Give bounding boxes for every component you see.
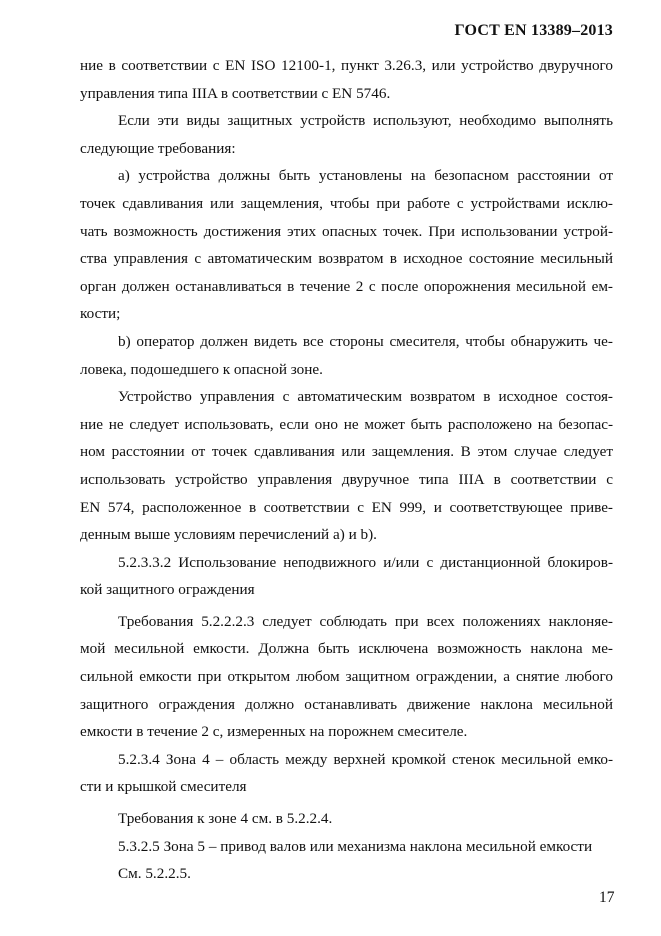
text-line: чать возможность достижения этих опасных точек. При использовании устрой- [80, 222, 613, 240]
text-line: защитного ограждения должно останавливать движение наклона месильной [80, 695, 613, 713]
text-line: кости; [80, 305, 121, 323]
paragraph [80, 608, 613, 746]
paragraph [80, 383, 613, 549]
paragraph [80, 328, 613, 383]
text-line: 5.3.2.5 Зона 5 – привод валов или механизма наклона месильной емкости [118, 837, 593, 855]
text-line: управления типа IIIA в соответствии с EN 5746. [80, 84, 391, 102]
text-line: кой защитного ограждения [80, 581, 255, 599]
text-line: ние в соответствии с EN ISO 12100-1, пункт 3.26.3, или устройство двуручного [80, 57, 613, 74]
page-body [80, 52, 613, 888]
section-heading [80, 746, 613, 801]
text-line: орган должен останавливаться в течение 2 с после опорожнения месильной ем- [80, 277, 613, 295]
page-number: 17 [599, 889, 615, 906]
section-heading [80, 549, 613, 604]
text-line: денным выше условиям перечислений а) и b). [80, 526, 377, 544]
text-line: емкости в течение 2 с, измеренных на порожнем смесителе. [80, 723, 468, 741]
text-line: мой месильной емкости. Должна быть исключена возможность наклона ме- [80, 640, 613, 658]
text-line: использовать устройство управления двуручное типа IIIA в соответствии с [80, 470, 613, 488]
text-line: ловека, подошедшего к опасной зоне. [80, 360, 323, 378]
text-line: См. 5.2.2.5. [118, 865, 191, 883]
section-heading [80, 833, 613, 861]
text-line: 5.2.3.3.2 Использование неподвижного и/или с дистанционной блокиров- [118, 553, 613, 571]
paragraph [80, 162, 613, 328]
text-line: Устройство управления с автоматическим возвратом в исходное состоя- [118, 388, 613, 406]
text-line: ние не следует использовать, если оно не может быть расположено на безопас- [80, 415, 613, 433]
text-line: сильной емкости при открытом любом защитном ограждении, а снятие любого [80, 668, 613, 686]
text-line: точек сдавливания или защемления, чтобы при работе с устройствами исклю- [80, 194, 613, 212]
paragraph [80, 805, 613, 833]
text-line: сти и крышкой смесителя [80, 778, 247, 796]
text-line: Если эти виды защитных устройств используют, необходимо выполнять [118, 112, 613, 130]
paragraph [80, 52, 613, 107]
text-line: ства управления с автоматическим возвратом в исходное состояние месильный [80, 250, 613, 268]
paragraph [80, 860, 613, 888]
text-line: следующие требования: [80, 139, 236, 157]
text-line: Требования 5.2.2.2.3 следует соблюдать при всех положениях наклоняе- [118, 612, 613, 630]
text-line: Требования к зоне 4 см. в 5.2.2.4. [118, 810, 333, 828]
text-line: 5.2.3.4 Зона 4 – область между верхней кромкой стенок месильной емко- [118, 750, 613, 768]
text-line: EN 574, расположенное в соответствии с EN 999, и соответствующее приве- [80, 498, 613, 516]
text-line: b) оператор должен видеть все стороны смесителя, чтобы обнаружить че- [118, 332, 613, 350]
paragraph [80, 107, 613, 162]
document-header-title: ГОСТ EN 13389–2013 [454, 22, 613, 39]
text-line: а) устройства должны быть установлены на безопасном расстоянии от [118, 167, 613, 185]
text-line: ном расстоянии от точек сдавливания или защемления. В этом случае следует [80, 443, 613, 461]
